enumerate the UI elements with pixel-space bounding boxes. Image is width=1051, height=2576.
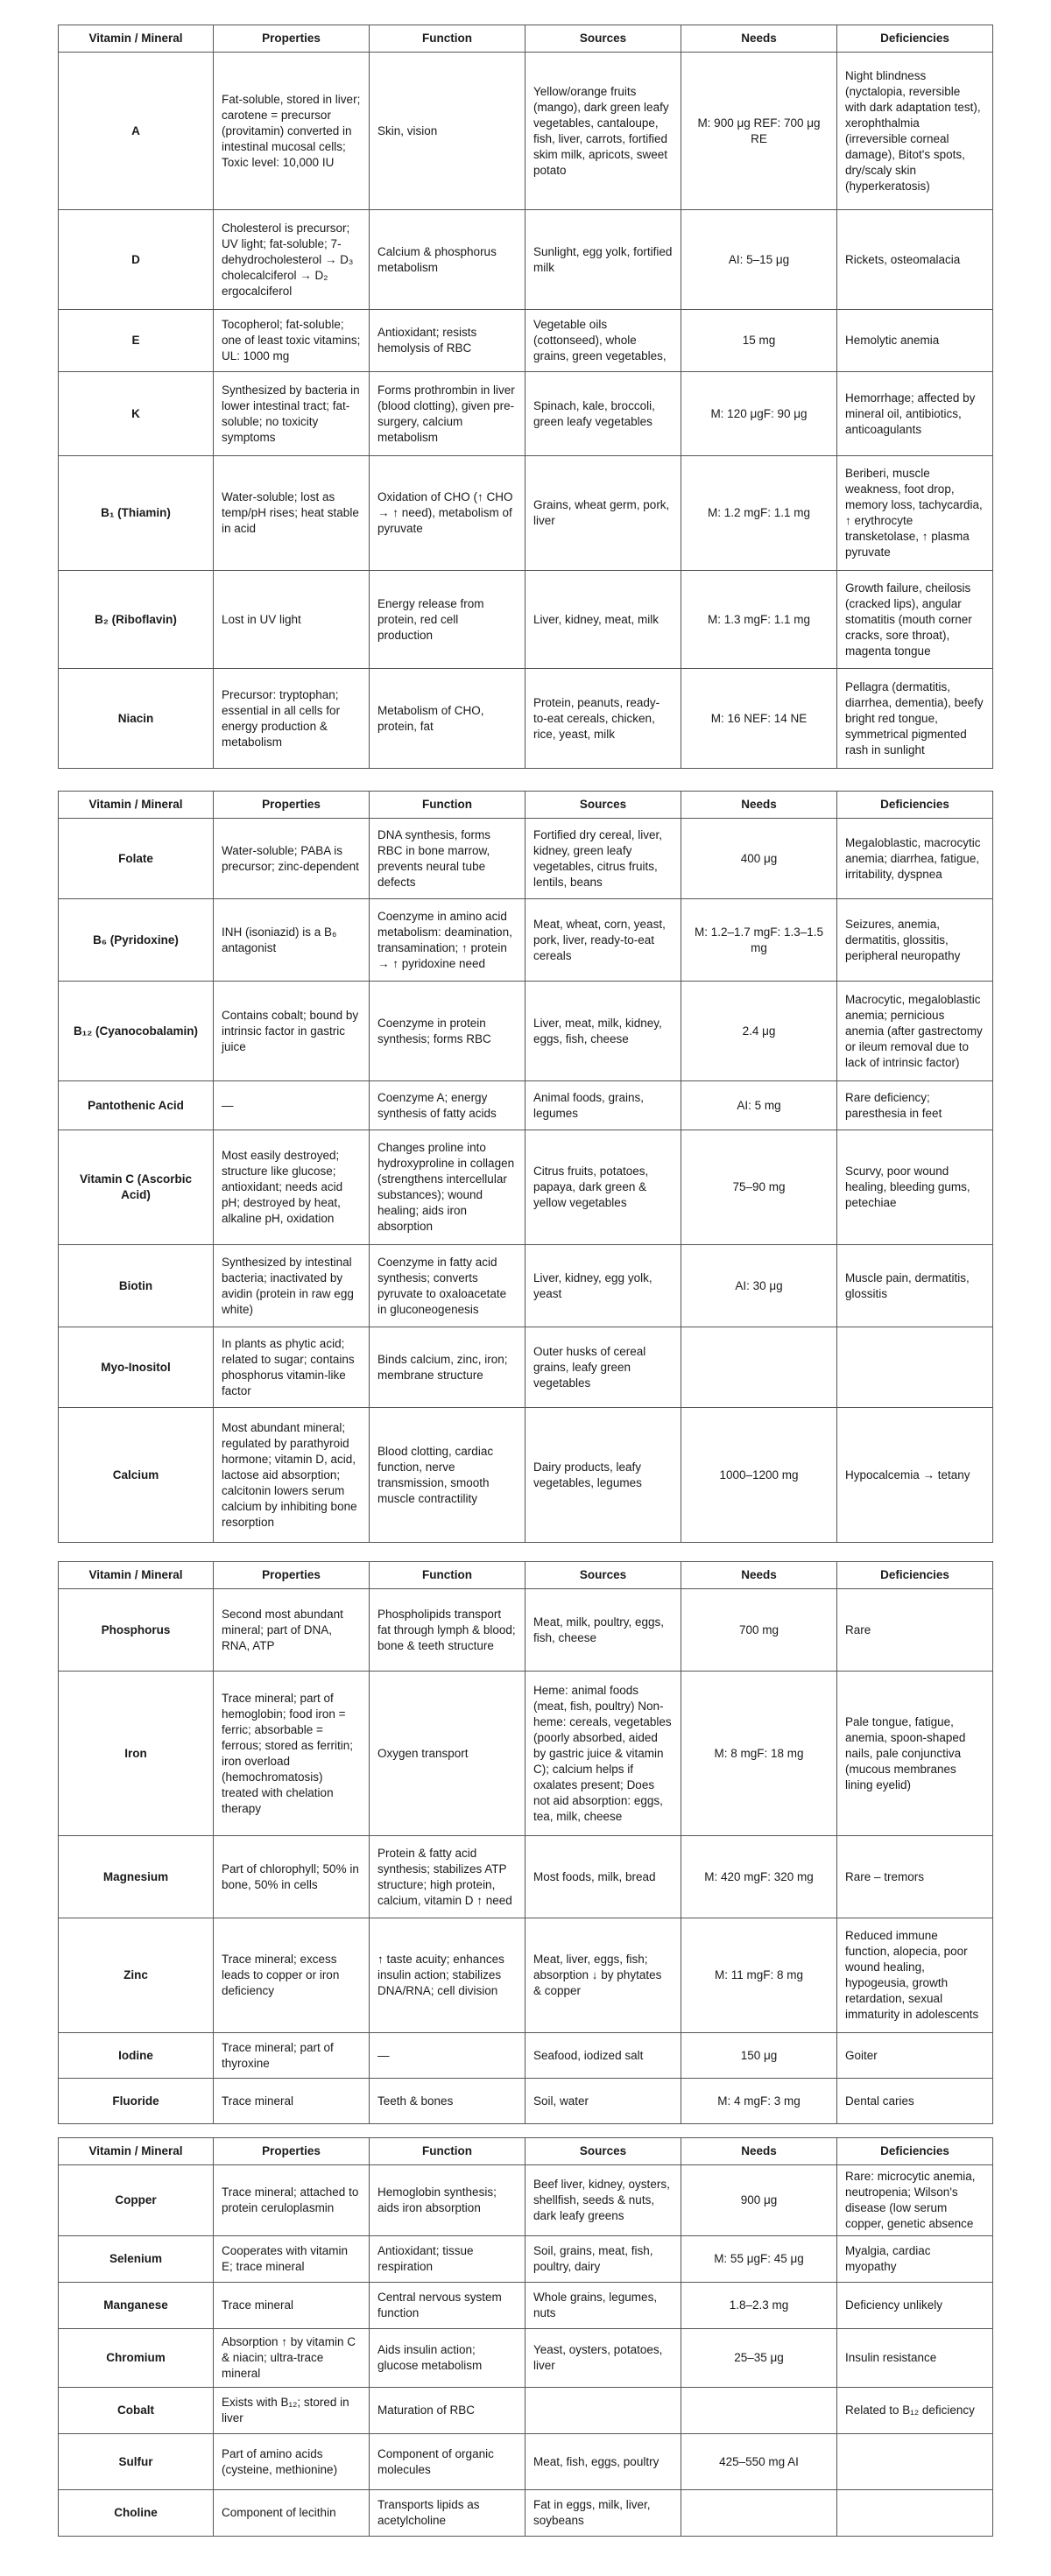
- column-header: Needs: [681, 25, 837, 53]
- column-header: Sources: [526, 2138, 681, 2165]
- table-row: [59, 1327, 993, 1408]
- needs-cell: AI: 5 mg: [681, 1081, 837, 1130]
- table-row: [59, 2490, 993, 2537]
- properties-cell: Cooperates with vitamin E; trace mineral: [214, 2236, 370, 2283]
- deficiencies-cell: Pale tongue, fatigue, anemia, spoon-shaped nails, pale conjunctiva (mucous membranes lining eyelid): [837, 1672, 993, 1836]
- column-header: Needs: [681, 1562, 837, 1589]
- table-row: [59, 1918, 993, 2033]
- nutrient-name-cell: B₁₂ (Cyanocobalamin): [59, 982, 214, 1081]
- sources-cell: Liver, kidney, meat, milk: [526, 571, 681, 669]
- needs-cell: 150 μg: [681, 2033, 837, 2079]
- properties-cell: Water-soluble; PABA is precursor; zinc-dependent: [214, 819, 370, 899]
- function-cell: Blood clotting, cardiac function, nerve transmission, smooth muscle contractility: [370, 1408, 526, 1543]
- function-cell: Protein & fatty acid synthesis; stabilizes ATP structure; high protein, calcium, vitamin D ↑ need: [370, 1836, 526, 1918]
- deficiencies-cell: Hypocalcemia → tetany: [837, 1408, 993, 1543]
- deficiencies-cell: Goiter: [837, 2033, 993, 2079]
- header-row: [59, 1562, 993, 1589]
- needs-cell: 25–35 μg: [681, 2329, 837, 2388]
- needs-cell: AI: 5–15 μg: [681, 210, 837, 310]
- deficiencies-cell: Rare: [837, 1589, 993, 1672]
- sources-cell: Citrus fruits, potatoes, papaya, dark green & yellow vegetables: [526, 1130, 681, 1245]
- needs-cell: M: 4 mgF: 3 mg: [681, 2079, 837, 2124]
- deficiencies-cell: [837, 1327, 993, 1408]
- needs-cell: 700 mg: [681, 1589, 837, 1672]
- properties-cell: Part of amino acids (cysteine, methionine): [214, 2434, 370, 2490]
- nutrient-name-cell: B₁ (Thiamin): [59, 456, 214, 571]
- column-header: Properties: [214, 792, 370, 819]
- properties-cell: Lost in UV light: [214, 571, 370, 669]
- properties-cell: Most abundant mineral; regulated by parathyroid hormone; vitamin D, acid, lactose aid absorption; calcitonin lowers serum calcium by inhibiting bone resorption: [214, 1408, 370, 1543]
- function-cell: —: [370, 2033, 526, 2079]
- nutrient-name-cell: K: [59, 372, 214, 456]
- table-row: [59, 2079, 993, 2124]
- header-row: [59, 25, 993, 53]
- sources-cell: Dairy products, leafy vegetables, legumes: [526, 1408, 681, 1543]
- sources-cell: Liver, meat, milk, kidney, eggs, fish, cheese: [526, 982, 681, 1081]
- sources-cell: Heme: animal foods (meat, fish, poultry) Non-heme: cereals, vegetables (poorly absorbed, aided by gastric juice & vitamin C); calcium helps if oxalates present; Does not aid absorption: eggs, tea, milk, cheese: [526, 1672, 681, 1836]
- sources-cell: Meat, milk, poultry, eggs, fish, cheese: [526, 1589, 681, 1672]
- deficiencies-cell: Night blindness (nyctalopia, reversible with dark adaptation test), xerophthalmia (irreversible corneal damage), Bitot's spots, dry/scaly skin (hyperkeratosis): [837, 53, 993, 210]
- nutrient-table-4: [58, 2137, 993, 2537]
- function-cell: Antioxidant; resists hemolysis of RBC: [370, 310, 526, 372]
- column-header: Function: [370, 25, 526, 53]
- deficiencies-cell: Related to B₁₂ deficiency: [837, 2388, 993, 2434]
- deficiencies-cell: Scurvy, poor wound healing, bleeding gums, petechiae: [837, 1130, 993, 1245]
- function-cell: ↑ taste acuity; enhances insulin action; stabilizes DNA/RNA; cell division: [370, 1918, 526, 2033]
- needs-cell: 425–550 mg AI: [681, 2434, 837, 2490]
- table-row: [59, 1589, 993, 1672]
- nutrient-name-cell: Pantothenic Acid: [59, 1081, 214, 1130]
- column-header: Needs: [681, 792, 837, 819]
- sources-cell: [526, 2388, 681, 2434]
- sources-cell: Seafood, iodized salt: [526, 2033, 681, 2079]
- column-header: Sources: [526, 25, 681, 53]
- needs-cell: M: 55 μgF: 45 μg: [681, 2236, 837, 2283]
- deficiencies-cell: Reduced immune function, alopecia, poor wound healing, hypogeusia, growth retardation, sexual immaturity in adolescents: [837, 1918, 993, 2033]
- properties-cell: Second most abundant mineral; part of DNA, RNA, ATP: [214, 1589, 370, 1672]
- sources-cell: Spinach, kale, broccoli, green leafy vegetables: [526, 372, 681, 456]
- column-header: Needs: [681, 2138, 837, 2165]
- deficiencies-cell: Insulin resistance: [837, 2329, 993, 2388]
- nutrient-name-cell: Phosphorus: [59, 1589, 214, 1672]
- function-cell: Antioxidant; tissue respiration: [370, 2236, 526, 2283]
- needs-cell: M: 8 mgF: 18 mg: [681, 1672, 837, 1836]
- needs-cell: M: 900 μg REF: 700 μg RE: [681, 53, 837, 210]
- sources-cell: Fat in eggs, milk, liver, soybeans: [526, 2490, 681, 2537]
- function-cell: Maturation of RBC: [370, 2388, 526, 2434]
- table-row: [59, 2329, 993, 2388]
- sources-cell: Yellow/orange fruits (mango), dark green leafy vegetables, cantaloupe, fish, liver, carrots, fortified skim milk, apricots, sweet potato: [526, 53, 681, 210]
- column-header: Deficiencies: [837, 25, 993, 53]
- deficiencies-cell: Rare: microcytic anemia, neutropenia; Wilson's disease (low serum copper, genetic absence: [837, 2165, 993, 2236]
- sources-cell: Most foods, milk, bread: [526, 1836, 681, 1918]
- table-row: [59, 1130, 993, 1245]
- needs-cell: [681, 1327, 837, 1408]
- nutrient-name-cell: B₆ (Pyridoxine): [59, 899, 214, 982]
- properties-cell: Precursor: tryptophan; essential in all cells for energy production & metabolism: [214, 669, 370, 769]
- column-header: Properties: [214, 25, 370, 53]
- nutrient-name-cell: Folate: [59, 819, 214, 899]
- sources-cell: Vegetable oils (cottonseed), whole grains, green vegetables,: [526, 310, 681, 372]
- needs-cell: [681, 2388, 837, 2434]
- column-header: Vitamin / Mineral: [59, 1562, 214, 1589]
- needs-cell: M: 120 μgF: 90 μg: [681, 372, 837, 456]
- deficiencies-cell: Rare – tremors: [837, 1836, 993, 1918]
- deficiencies-cell: Muscle pain, dermatitis, glossitis: [837, 1245, 993, 1327]
- table-row: [59, 2388, 993, 2434]
- sources-cell: Animal foods, grains, legumes: [526, 1081, 681, 1130]
- function-cell: Coenzyme in fatty acid synthesis; converts pyruvate to oxaloacetate in gluconeogenesis: [370, 1245, 526, 1327]
- properties-cell: Exists with B₁₂; stored in liver: [214, 2388, 370, 2434]
- properties-cell: Synthesized by bacteria in lower intestinal tract; fat-soluble; no toxicity symptoms: [214, 372, 370, 456]
- table-row: [59, 1672, 993, 1836]
- nutrient-name-cell: Myo-Inositol: [59, 1327, 214, 1408]
- table-row: [59, 210, 993, 310]
- nutrient-name-cell: Vitamin C (Ascorbic Acid): [59, 1130, 214, 1245]
- column-header: Deficiencies: [837, 1562, 993, 1589]
- needs-cell: AI: 30 μg: [681, 1245, 837, 1327]
- nutrient-table-3: [58, 1561, 993, 2124]
- column-header: Properties: [214, 2138, 370, 2165]
- function-cell: Hemoglobin synthesis; aids iron absorption: [370, 2165, 526, 2236]
- properties-cell: INH (isoniazid) is a B₆ antagonist: [214, 899, 370, 982]
- needs-cell: 900 μg: [681, 2165, 837, 2236]
- deficiencies-cell: Growth failure, cheilosis (cracked lips), angular stomatitis (mouth corner cracks, sore throat), magenta tongue: [837, 571, 993, 669]
- properties-cell: Trace mineral: [214, 2079, 370, 2124]
- column-header: Sources: [526, 792, 681, 819]
- sources-cell: Meat, fish, eggs, poultry: [526, 2434, 681, 2490]
- deficiencies-cell: Hemorrhage; affected by mineral oil, antibiotics, anticoagulants: [837, 372, 993, 456]
- column-header: Deficiencies: [837, 792, 993, 819]
- needs-cell: 1.8–2.3 mg: [681, 2283, 837, 2329]
- nutrient-name-cell: D: [59, 210, 214, 310]
- function-cell: DNA synthesis, forms RBC in bone marrow, prevents neural tube defects: [370, 819, 526, 899]
- column-header: Sources: [526, 1562, 681, 1589]
- nutrient-name-cell: E: [59, 310, 214, 372]
- table-row: [59, 372, 993, 456]
- column-header: Function: [370, 1562, 526, 1589]
- nutrient-name-cell: Iodine: [59, 2033, 214, 2079]
- sources-cell: Fortified dry cereal, liver, kidney, green leafy vegetables, citrus fruits, lentils, beans: [526, 819, 681, 899]
- nutrient-table-1: [58, 25, 993, 769]
- sources-cell: Yeast, oysters, potatoes, liver: [526, 2329, 681, 2388]
- function-cell: Coenzyme in protein synthesis; forms RBC: [370, 982, 526, 1081]
- deficiencies-cell: Pellagra (dermatitis, diarrhea, dementia), beefy bright red tongue, symmetrical pigmented rash in sunlight: [837, 669, 993, 769]
- sources-cell: Beef liver, kidney, oysters, shellfish, seeds & nuts, dark leafy greens: [526, 2165, 681, 2236]
- needs-cell: 75–90 mg: [681, 1130, 837, 1245]
- deficiencies-cell: Seizures, anemia, dermatitis, glossitis, peripheral neuropathy: [837, 899, 993, 982]
- table-row: [59, 2165, 993, 2236]
- properties-cell: In plants as phytic acid; related to sugar; contains phosphorus vitamin-like factor: [214, 1327, 370, 1408]
- table-row: [59, 982, 993, 1081]
- table-row: [59, 669, 993, 769]
- deficiencies-cell: [837, 2490, 993, 2537]
- deficiencies-cell: Myalgia, cardiac myopathy: [837, 2236, 993, 2283]
- nutrient-name-cell: Niacin: [59, 669, 214, 769]
- properties-cell: Trace mineral; attached to protein ceruloplasmin: [214, 2165, 370, 2236]
- deficiencies-cell: Rare deficiency; paresthesia in feet: [837, 1081, 993, 1130]
- nutrient-name-cell: Cobalt: [59, 2388, 214, 2434]
- needs-cell: M: 11 mgF: 8 mg: [681, 1918, 837, 2033]
- properties-cell: —: [214, 1081, 370, 1130]
- function-cell: Changes proline into hydroxyproline in collagen (strengthens intercellular substances); wound healing; aids iron absorption: [370, 1130, 526, 1245]
- nutrient-name-cell: Calcium: [59, 1408, 214, 1543]
- function-cell: Component of organic molecules: [370, 2434, 526, 2490]
- table-row: [59, 1836, 993, 1918]
- sources-cell: Grains, wheat germ, pork, liver: [526, 456, 681, 571]
- needs-cell: 15 mg: [681, 310, 837, 372]
- table-row: [59, 1245, 993, 1327]
- deficiencies-cell: Hemolytic anemia: [837, 310, 993, 372]
- properties-cell: Trace mineral; part of hemoglobin; food iron = ferric; absorbable = ferrous; stored as ferritin; iron overload (hemochromatosis) treated with chelation therapy: [214, 1672, 370, 1836]
- sources-cell: Meat, liver, eggs, fish; absorption ↓ by phytates & copper: [526, 1918, 681, 2033]
- table-row: [59, 53, 993, 210]
- needs-cell: M: 1.2–1.7 mgF: 1.3–1.5 mg: [681, 899, 837, 982]
- nutrient-name-cell: B₂ (Riboflavin): [59, 571, 214, 669]
- sources-cell: Outer husks of cereal grains, leafy green vegetables: [526, 1327, 681, 1408]
- table-row: [59, 310, 993, 372]
- sources-cell: Protein, peanuts, ready-to-eat cereals, chicken, rice, yeast, milk: [526, 669, 681, 769]
- properties-cell: Synthesized by intestinal bacteria; inactivated by avidin (protein in raw egg white): [214, 1245, 370, 1327]
- nutrient-table-2: [58, 791, 993, 1543]
- properties-cell: Cholesterol is precursor; UV light; fat-soluble; 7-dehydrocholesterol → D₃ cholecalciferol → D₂ ergocalciferol: [214, 210, 370, 310]
- nutrient-name-cell: Sulfur: [59, 2434, 214, 2490]
- deficiencies-cell: Dental caries: [837, 2079, 993, 2124]
- table-row: [59, 2236, 993, 2283]
- nutrient-name-cell: Magnesium: [59, 1836, 214, 1918]
- function-cell: Oxidation of CHO (↑ CHO → ↑ need), metabolism of pyruvate: [370, 456, 526, 571]
- nutrient-name-cell: Chromium: [59, 2329, 214, 2388]
- needs-cell: 1000–1200 mg: [681, 1408, 837, 1543]
- properties-cell: Component of lecithin: [214, 2490, 370, 2537]
- function-cell: Coenzyme A; energy synthesis of fatty acids: [370, 1081, 526, 1130]
- needs-cell: [681, 2490, 837, 2537]
- nutrient-name-cell: Selenium: [59, 2236, 214, 2283]
- nutrient-name-cell: A: [59, 53, 214, 210]
- nutrient-name-cell: Iron: [59, 1672, 214, 1836]
- needs-cell: M: 1.3 mgF: 1.1 mg: [681, 571, 837, 669]
- function-cell: Coenzyme in amino acid metabolism: deamination, transamination; ↑ protein → ↑ pyridoxine need: [370, 899, 526, 982]
- table-row: [59, 2033, 993, 2079]
- deficiencies-cell: Rickets, osteomalacia: [837, 210, 993, 310]
- properties-cell: Most easily destroyed; structure like glucose; antioxidant; needs acid pH; destroyed by heat, alkaline pH, oxidation: [214, 1130, 370, 1245]
- function-cell: Transports lipids as acetylcholine: [370, 2490, 526, 2537]
- deficiencies-cell: Deficiency unlikely: [837, 2283, 993, 2329]
- deficiencies-cell: [837, 2434, 993, 2490]
- properties-cell: Water-soluble; lost as temp/pH rises; heat stable in acid: [214, 456, 370, 571]
- function-cell: Energy release from protein, red cell production: [370, 571, 526, 669]
- table-row: [59, 1408, 993, 1543]
- column-header: Vitamin / Mineral: [59, 2138, 214, 2165]
- sources-cell: Soil, grains, meat, fish, poultry, dairy: [526, 2236, 681, 2283]
- table-row: [59, 2283, 993, 2329]
- needs-cell: M: 1.2 mgF: 1.1 mg: [681, 456, 837, 571]
- sources-cell: Whole grains, legumes, nuts: [526, 2283, 681, 2329]
- nutrient-name-cell: Biotin: [59, 1245, 214, 1327]
- nutrient-name-cell: Choline: [59, 2490, 214, 2537]
- sources-cell: Sunlight, egg yolk, fortified milk: [526, 210, 681, 310]
- column-header: Properties: [214, 1562, 370, 1589]
- properties-cell: Fat-soluble, stored in liver; carotene = precursor (provitamin) converted in intestinal mucosal cells; Toxic level: 10,000 IU: [214, 53, 370, 210]
- function-cell: Aids insulin action; glucose metabolism: [370, 2329, 526, 2388]
- function-cell: Binds calcium, zinc, iron; membrane structure: [370, 1327, 526, 1408]
- function-cell: Phospholipids transport fat through lymph & blood; bone & teeth structure: [370, 1589, 526, 1672]
- header-row: [59, 2138, 993, 2165]
- table-row: [59, 571, 993, 669]
- sources-cell: Meat, wheat, corn, yeast, pork, liver, ready-to-eat cereals: [526, 899, 681, 982]
- column-header: Function: [370, 2138, 526, 2165]
- nutrient-name-cell: Manganese: [59, 2283, 214, 2329]
- function-cell: Skin, vision: [370, 53, 526, 210]
- function-cell: Central nervous system function: [370, 2283, 526, 2329]
- header-row: [59, 792, 993, 819]
- table-row: [59, 2434, 993, 2490]
- properties-cell: Contains cobalt; bound by intrinsic factor in gastric juice: [214, 982, 370, 1081]
- needs-cell: M: 420 mgF: 320 mg: [681, 1836, 837, 1918]
- nutrient-name-cell: Copper: [59, 2165, 214, 2236]
- table-row: [59, 819, 993, 899]
- needs-cell: 400 μg: [681, 819, 837, 899]
- column-header: Vitamin / Mineral: [59, 25, 214, 53]
- table-row: [59, 1081, 993, 1130]
- sources-cell: Liver, kidney, egg yolk, yeast: [526, 1245, 681, 1327]
- sources-cell: Soil, water: [526, 2079, 681, 2124]
- nutrient-name-cell: Fluoride: [59, 2079, 214, 2124]
- function-cell: Oxygen transport: [370, 1672, 526, 1836]
- properties-cell: Tocopherol; fat-soluble; one of least toxic vitamins; UL: 1000 mg: [214, 310, 370, 372]
- column-header: Function: [370, 792, 526, 819]
- deficiencies-cell: Macrocytic, megaloblastic anemia; pernicious anemia (after gastrectomy or ileum removal due to lack of intrinsic factor): [837, 982, 993, 1081]
- function-cell: Teeth & bones: [370, 2079, 526, 2124]
- properties-cell: Trace mineral; excess leads to copper or iron deficiency: [214, 1918, 370, 2033]
- column-header: Vitamin / Mineral: [59, 792, 214, 819]
- function-cell: Forms prothrombin in liver (blood clotting), given pre-surgery, calcium metabolism: [370, 372, 526, 456]
- column-header: Deficiencies: [837, 2138, 993, 2165]
- deficiencies-cell: Megaloblastic, macrocytic anemia; diarrhea, fatigue, irritability, dyspnea: [837, 819, 993, 899]
- needs-cell: 2.4 μg: [681, 982, 837, 1081]
- properties-cell: Part of chlorophyll; 50% in bone, 50% in cells: [214, 1836, 370, 1918]
- deficiencies-cell: Beriberi, muscle weakness, foot drop, memory loss, tachycardia, ↑ erythrocyte transketolase, ↑ plasma pyruvate: [837, 456, 993, 571]
- nutrient-name-cell: Zinc: [59, 1918, 214, 2033]
- properties-cell: Absorption ↑ by vitamin C & niacin; ultra-trace mineral: [214, 2329, 370, 2388]
- needs-cell: M: 16 NEF: 14 NE: [681, 669, 837, 769]
- properties-cell: Trace mineral; part of thyroxine: [214, 2033, 370, 2079]
- properties-cell: Trace mineral: [214, 2283, 370, 2329]
- table-row: [59, 456, 993, 571]
- function-cell: Metabolism of CHO, protein, fat: [370, 669, 526, 769]
- table-row: [59, 899, 993, 982]
- function-cell: Calcium & phosphorus metabolism: [370, 210, 526, 310]
